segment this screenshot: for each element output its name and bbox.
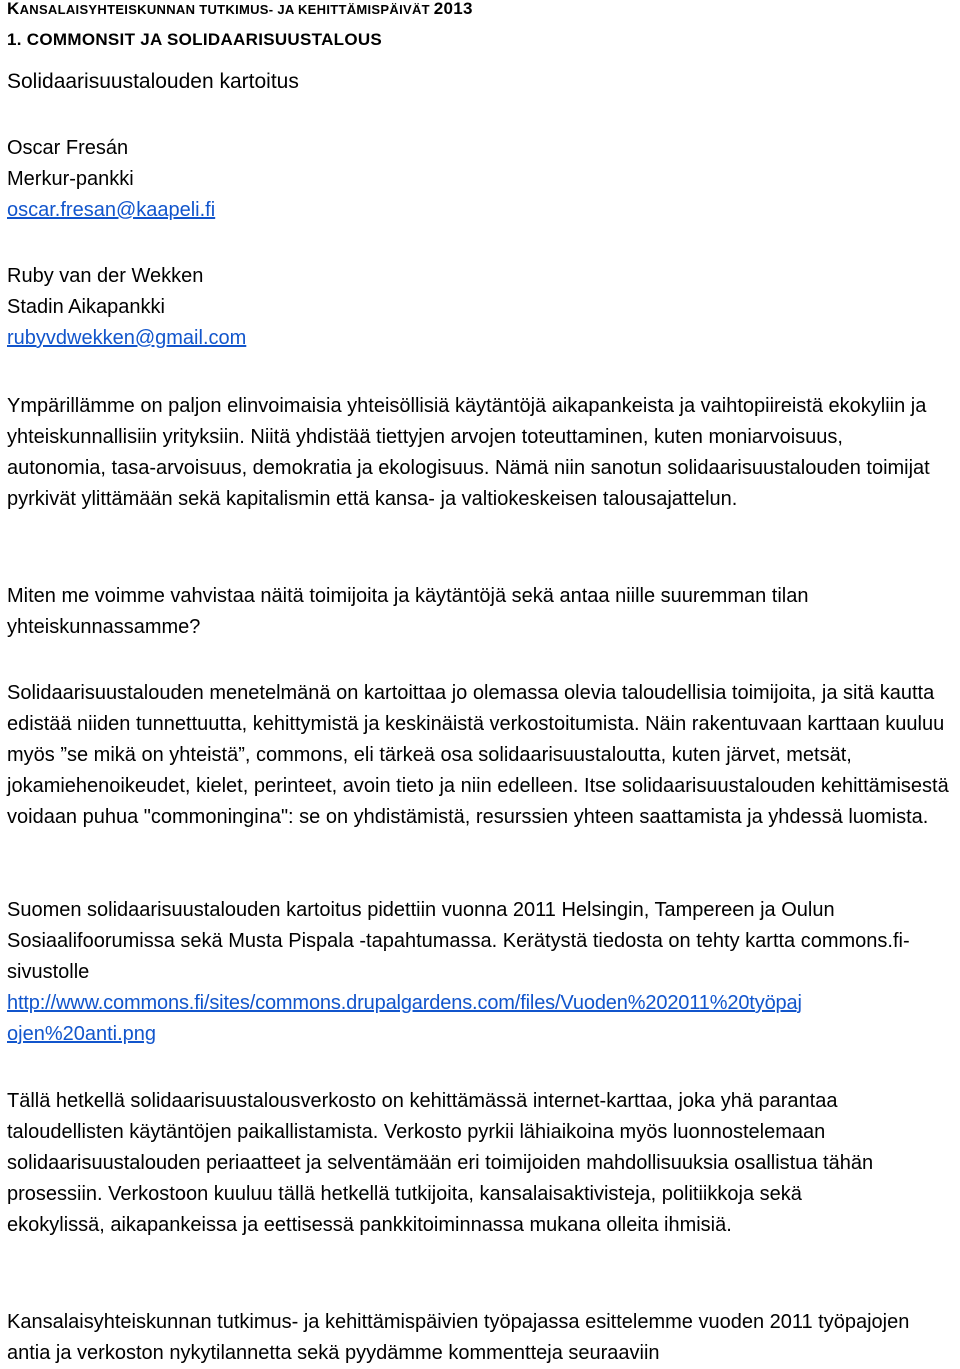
page-title: Solidaarisuustalouden kartoitus bbox=[7, 70, 299, 93]
event-header-initial: K bbox=[7, 0, 20, 18]
contact-block-2 bbox=[7, 261, 955, 354]
map-url-link-line-1[interactable]: http://www.commons.fi/sites/commons.drupalgardens.com/files/Vuoden%202011%20työpaj bbox=[7, 992, 802, 1014]
paragraph-workshop: Kansalaisyhteiskunnan tutkimus- ja kehittämispäivien työpajassa esittelemme vuoden 2011 työpajojen antia ja verkoston nykytilannetta sekä pyydämme kommentteja seuraaviin bbox=[7, 1311, 910, 1364]
contact-block-1 bbox=[7, 133, 955, 226]
contact-org: Merkur-pankki bbox=[7, 168, 134, 190]
contact-name: Oscar Fresán bbox=[7, 137, 129, 159]
section-header: 1. COMMONSIT JA SOLIDAARISUUSTALOUS bbox=[7, 30, 383, 49]
contact-email-link[interactable]: oscar.fresan@kaapeli.fi bbox=[7, 199, 216, 221]
contact-name: Ruby van der Wekken bbox=[7, 265, 204, 287]
paragraph-mapping bbox=[7, 895, 927, 1050]
paragraph-mapping-text: Suomen solidaarisuustalouden kartoitus pidettiin vuonna 2011 Helsingin, Tampereen ja Oulun Sosiaalifoorumissa sekä Musta Pispala -tapahtumassa. Kerätystä tiedosta on tehty kartta commons.fi-sivustolle bbox=[7, 899, 910, 983]
map-url-link-line-2[interactable]: ojen%20anti.png bbox=[7, 1023, 157, 1045]
paragraph-intro: Ympärillämme on paljon elinvoimaisia yhteisöllisiä käytäntöjä aikapankeista ja vaihtopiireistä ekokyliin ja yhteiskunnallisiin yrityksiin. Niitä yhdistää tiettyjen arvojen toteuttaminen, kuten moniarvoisuus, autonomia, tasa-arvoisuus, demokratia ja ekologisuus. Nämä niin sanotun solidaarisuustalouden toimijat pyrkivät ylittämään sekä kapitalismin että kansa- ja valtiokeskeisen talousajattelun. bbox=[7, 395, 930, 510]
event-header-year: 2013 bbox=[433, 0, 473, 18]
paragraph-network: Tällä hetkellä solidaarisuustalousverkosto on kehittämässä internet-karttaa, joka yhä parantaa taloudellisten käytäntöjen paikallistamista. Verkosto pyrkii lähiaikoina myös luonnostelemaan solidaarisuustalouden periaatteet ja selventämään eri toimijoiden mahdollisuuksia osallistua tähän prosessiin. Verkostoon kuuluu tällä hetkellä tutkijoita, kansalaisaktivisteja, politiikkoja sekä ekokylissä, aikapankeissa ja eettisessä pankkitoiminnassa mukana olleita ihmisiä. bbox=[7, 1090, 874, 1236]
contact-email-link[interactable]: rubyvdwekken@gmail.com bbox=[7, 327, 247, 349]
event-header-rest: ANSALAISYHTEISKUNNAN TUTKIMUS- JA KEHITTÄMISPÄIVÄT bbox=[19, 2, 434, 17]
event-header bbox=[7, 0, 473, 22]
paragraph-method: Solidaarisuustalouden menetelmänä on kartoittaa jo olemassa olevia taloudellisia toimijoita, ja sitä kautta edistää niiden tunnettuutta, kehittymistä ja keskinäistä verkostoitumista. Näin rakentuvaan karttaan kuuluu myös ”se mikä on yhteistä”, commons, eli tärkeä osa solidaarisuustaloutta, kuten järvet, metsät, jokamiehenoikeudet, kielet, perinteet, avoin tieto ja niin edelleen. Itse solidaarisuustalouden kehittämisestä voidaan puhua "commoningina": se on yhdistämistä, resurssien yhteen saattamista ja yhdessä luomista. bbox=[7, 682, 949, 828]
contact-org: Stadin Aikapankki bbox=[7, 296, 165, 318]
paragraph-question: Miten me voimme vahvistaa näitä toimijoita ja käytäntöjä sekä antaa niille suuremman tilan yhteiskunnassamme? bbox=[7, 585, 809, 638]
